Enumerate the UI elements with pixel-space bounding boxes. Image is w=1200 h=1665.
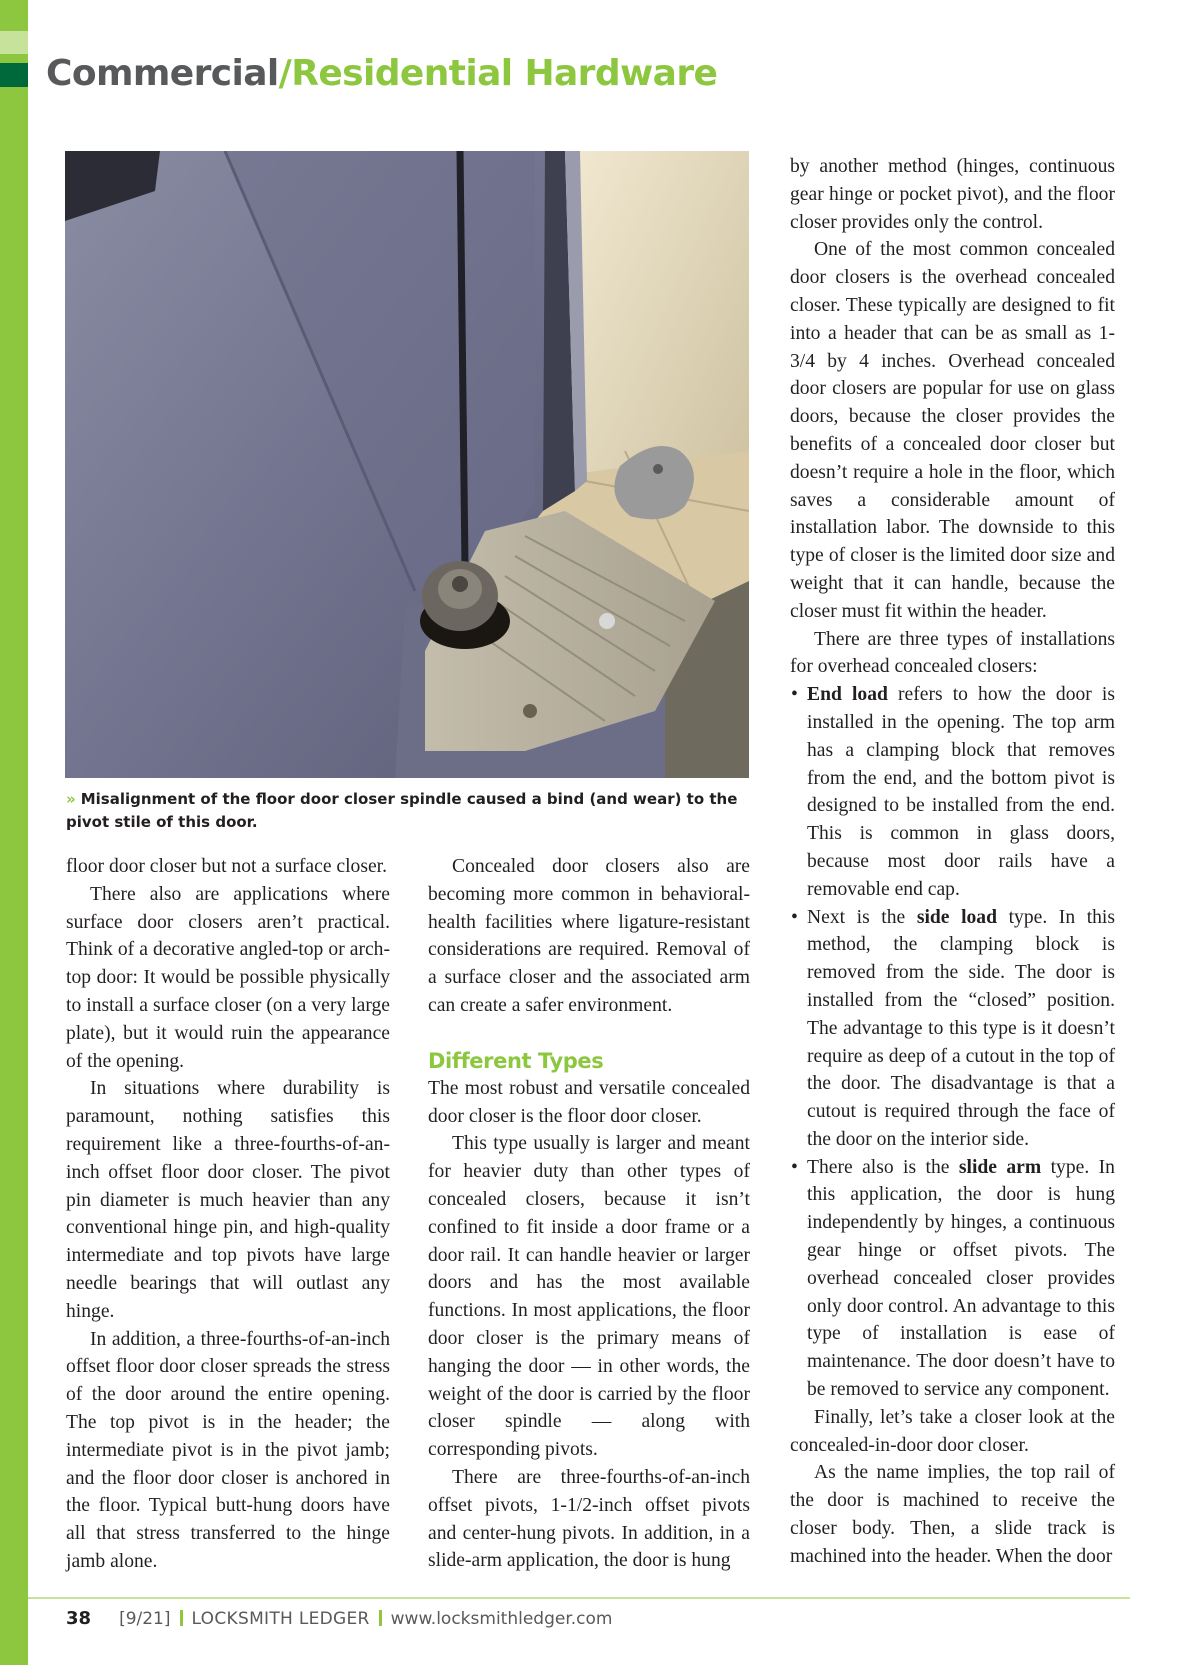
list-item-slide-arm <box>790 1154 1115 1404</box>
list-item-text: Next is the <box>807 906 917 928</box>
edge-tab-light <box>0 31 28 54</box>
footer-separator <box>180 1610 183 1626</box>
caption-text: Misalignment of the floor door closer spindle caused a bind (and wear) to the pivot stile of this door. <box>66 790 738 831</box>
text-column-3 <box>790 153 1115 1571</box>
section-title-secondary: /Residential Hardware <box>278 53 718 94</box>
magazine-url[interactable]: www.locksmithledger.com <box>390 1609 613 1629</box>
list-item-text: refers to how the door is installed in the opening. The top arm has a clamping block that removes from the end, and the bottom pivot is designed to be installed from the end. This is common in glass doors, because most door rails have a removable end cap. <box>807 684 1116 900</box>
edge-bar <box>0 0 28 1665</box>
list-item-side-load <box>790 904 1115 1154</box>
issue-date: [9/21] <box>119 1609 171 1629</box>
list-item-term: End load <box>807 684 888 706</box>
paragraph: In situations where durability is paramount, nothing satisfies this requirement like a three-fourths-of-an-inch offset floor door closer. The pivot pin diameter is much heavier than any conventional hinge pin, and high-quality intermediate and top pivots have large needle bearings that will outlast any hinge. <box>66 1078 390 1322</box>
paragraph: One of the most common concealed door closers is the overhead concealed closer. These typically are designed to fit into a header that can be as small as 1-3/4 by 4 inches. Overhead concealed door closers are popular for use on glass doors, because the closer provides the benefits of a concealed door closer but doesn’t require a hole in the floor, which saves a considerable amount of installation labor. The downside to this type of closer is the limited door size and weight that it can handle, because the closer must fit within the header. <box>790 239 1115 622</box>
subheading-different-types: Different Types <box>428 1048 604 1073</box>
paragraph: There are three types of installations for overhead concealed closers: <box>790 628 1115 678</box>
photo-caption <box>66 788 756 834</box>
list-item-end-load <box>790 681 1115 903</box>
paragraph: As the name implies, the top rail of the door is machined to receive the closer body. Then, a slide track is machined into the header. When the door <box>790 1462 1115 1567</box>
edge-tab-dark <box>0 63 28 87</box>
section-title-primary: Commercial <box>46 53 279 94</box>
text-column-2 <box>428 853 750 1575</box>
caption-marker: » <box>66 790 76 808</box>
list-item-text: There also is the <box>807 1156 959 1178</box>
paragraph: There are three-fourths-of-an-inch offset pivots, 1-1/2-inch offset pivots and center-hung pivots. In addition, in a slide-arm application, the door is hung <box>428 1466 750 1572</box>
list-item-term: slide arm <box>958 1156 1042 1178</box>
magazine-name: LOCKSMITH LEDGER <box>191 1609 370 1629</box>
paragraph: There also are applications where surface door closers aren’t practical. Think of a decorative angled-top or arch-top door: It would be possible physically to install a surface closer (on a very large plate), but it would ruin the appearance of the opening. <box>66 883 390 1072</box>
installation-types-list <box>790 681 1115 1404</box>
list-item-text: type. In this method, the clamping block is removed from the side. The door is installed from the “closed” position. The advantage to this type is it doesn’t require as deep of a cutout in the top of the door. The disadvantage is that a cutout is required through the face of the door on the interior side. <box>807 906 1116 1150</box>
paragraph: Concealed door closers also are becoming more common in behavioral-health facilities where ligature-resistant considerations are required. Removal of a surface closer and the associated arm can create a safer environment. <box>428 856 750 1016</box>
paragraph: The most robust and versatile concealed door closer is the floor door closer. <box>428 1077 750 1127</box>
floor-closer-photo <box>65 151 749 778</box>
paragraph: by another method (hinges, continuous gear hinge or pocket pivot), and the floor closer provides only the control. <box>790 156 1115 233</box>
page-number: 38 <box>66 1608 92 1629</box>
paragraph: This type usually is larger and meant for heavier duty than other types of concealed closers, because it isn’t confined to fit inside a door frame or a door rail. It can handle heavier or larger doors and has the most available functions. In most applications, the floor door closer is the primary means of hanging the door — in other words, the weight of the door is carried by the floor closer spindle — along with corresponding pivots. <box>428 1133 750 1461</box>
list-item-term: side load <box>916 906 998 928</box>
footer-rule <box>28 1597 1130 1599</box>
footer-separator <box>379 1610 382 1626</box>
paragraph: floor door closer but not a surface closer. <box>66 856 388 877</box>
text-column-1 <box>66 853 390 1576</box>
section-title <box>46 50 717 98</box>
paragraph: Finally, let’s take a closer look at the concealed-in-door door closer. <box>790 1406 1115 1456</box>
list-item-text: type. In this application, the door is hung independently by hinges, a continuous gear hinge or offset pivots. The overhead concealed closer provides only door control. An advantage to this type of installation is ease of maintenance. The door doesn’t have to be removed to service any component. <box>807 1156 1115 1401</box>
page-footer <box>66 1605 612 1633</box>
paragraph: In addition, a three-fourths-of-an-inch offset floor door closer spreads the stress of the door around the entire opening. The top pivot is in the header; the intermediate pivot is in the pivot jamb; and the floor door closer is anchored in the floor. Typical butt-hung doors have all that stress transferred to the hinge jamb alone. <box>66 1328 390 1572</box>
